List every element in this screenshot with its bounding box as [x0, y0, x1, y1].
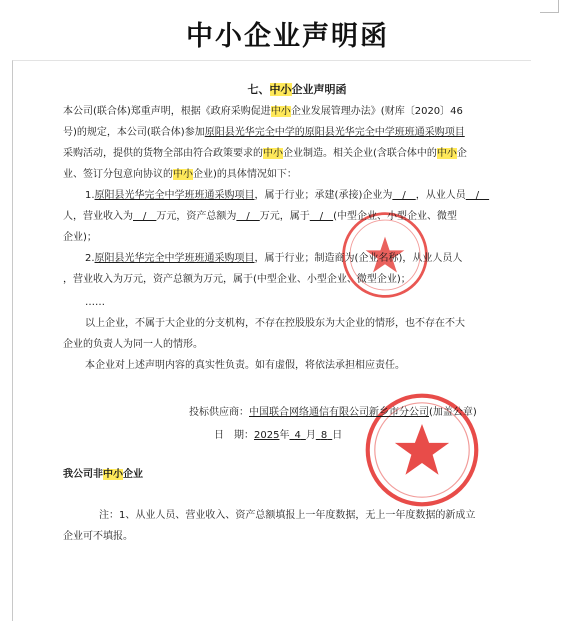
- date-unit: 年: [279, 430, 290, 441]
- project-name: 原阳县光华完全中学班班通采购项目: [94, 253, 255, 264]
- supplier-name: 中国联合网络通信有限公司新乡市分公司: [249, 407, 429, 418]
- para3: 本企业对上述声明内容的真实性负责。如有虚假，将依法承担相应责任。: [85, 360, 405, 371]
- project-name: 原阳县光华完全中学班班通采购项目: [94, 190, 255, 201]
- item2-line1: [85, 248, 462, 269]
- date-unit: 日: [332, 430, 343, 441]
- item-text: 万元，属于: [259, 211, 310, 222]
- section-highlight: 中小: [269, 83, 292, 96]
- ellipsis: ……: [85, 297, 105, 308]
- page-title: 中小企业声明函: [186, 21, 389, 52]
- item-text: 万元，资产总额为: [156, 211, 237, 222]
- para1-text: 采购活动，提供的货物全部由符合政策要求的: [63, 148, 263, 159]
- date-label: 日 期：: [214, 430, 254, 441]
- para1-line1: [63, 101, 463, 122]
- note-line2: 企业可不填报。: [63, 531, 133, 542]
- date-year: 2025: [254, 430, 280, 441]
- project-name: 原阳县光华完全中学的原阳县光华完全中学班班通采购项目: [204, 127, 465, 138]
- highlight-text: 中小: [263, 148, 283, 159]
- date-unit: 月: [305, 430, 316, 441]
- item-text: ，从业人员: [415, 190, 466, 201]
- note-line1: 注：1、从业人员、营业收入、资产总额填报上一年度数据，无上一年度数据的新成立: [99, 510, 476, 521]
- highlight-text: 中小: [436, 148, 457, 159]
- item1-line3: [63, 227, 97, 248]
- date-month: 4: [294, 430, 301, 441]
- item-text: 人，营业收入为: [63, 211, 133, 222]
- para1-text: 业、签订分包意向协议的: [63, 169, 173, 180]
- para1-line4: [63, 164, 297, 185]
- para2-line1: 以上企业，不属于大企业的分支机构，不存在控股股东为大企业的情形，也不存在不大: [85, 318, 465, 329]
- document-sheet: [12, 60, 531, 621]
- item-number: 1.: [85, 190, 95, 201]
- footer-heading-text: 企业: [123, 469, 143, 480]
- footer-heading-text: 我公司非: [63, 469, 103, 480]
- para1-text: 企业)的具体情况如下：: [193, 169, 297, 180]
- item2-line2: [63, 269, 411, 290]
- page-corner-mark: [540, 0, 559, 13]
- para1-text: 企业发展管理办法》(财库〔2020〕46: [290, 106, 463, 117]
- item1-line1: 1.原阳县光华完全中学班班通采购项目，属于行业；承建(承接)企业为 / ，从业人员 /: [85, 190, 490, 201]
- item-text: 企业)；: [63, 232, 97, 243]
- para1-line3: [63, 143, 467, 164]
- item-number: 2.: [85, 253, 95, 264]
- para1-text: 企业制造。相关企业(含联合体中的: [283, 148, 437, 159]
- para2-line2: 企业的负责人为同一人的情形。: [63, 339, 203, 350]
- para1-line2: [63, 122, 465, 143]
- highlight-text: 中小: [103, 469, 123, 480]
- highlight-text: 中小: [173, 169, 193, 180]
- para1-text: 企: [456, 148, 467, 159]
- footer-heading: [63, 464, 143, 485]
- date-day: 8: [320, 430, 328, 441]
- item-text: ，营业收入为万元，资产总额为万元，属于(中型企业、小型企业、微型企业)；: [63, 274, 411, 285]
- section-prefix: 七、: [247, 83, 270, 96]
- highlight-text: 中小: [270, 106, 291, 117]
- para1-text: 号)的规定，本公司(联合体)参加: [63, 127, 205, 138]
- section-title: [77, 79, 517, 100]
- item-text: ，属于行业；承建(承接)企业为: [254, 190, 393, 201]
- date-line: [214, 425, 342, 446]
- item-text: (中型企业、小型企业、微型: [333, 211, 458, 222]
- supplier-line: [189, 402, 477, 423]
- item-text: ，属于行业；制造商为(企业名称)，从业人员人: [254, 253, 463, 264]
- item1-line2: 人，营业收入为 / 万元，资产总额为 / 万元，属于 / (中型企业、小型企业、微型: [63, 211, 458, 222]
- section-suffix: 企业声明函: [291, 83, 347, 96]
- para1-text: 本公司(联合体)郑重声明，根据《政府采购促进: [63, 106, 271, 117]
- seal-note: (加盖公章): [429, 407, 477, 418]
- supplier-label: 投标供应商：: [189, 407, 249, 418]
